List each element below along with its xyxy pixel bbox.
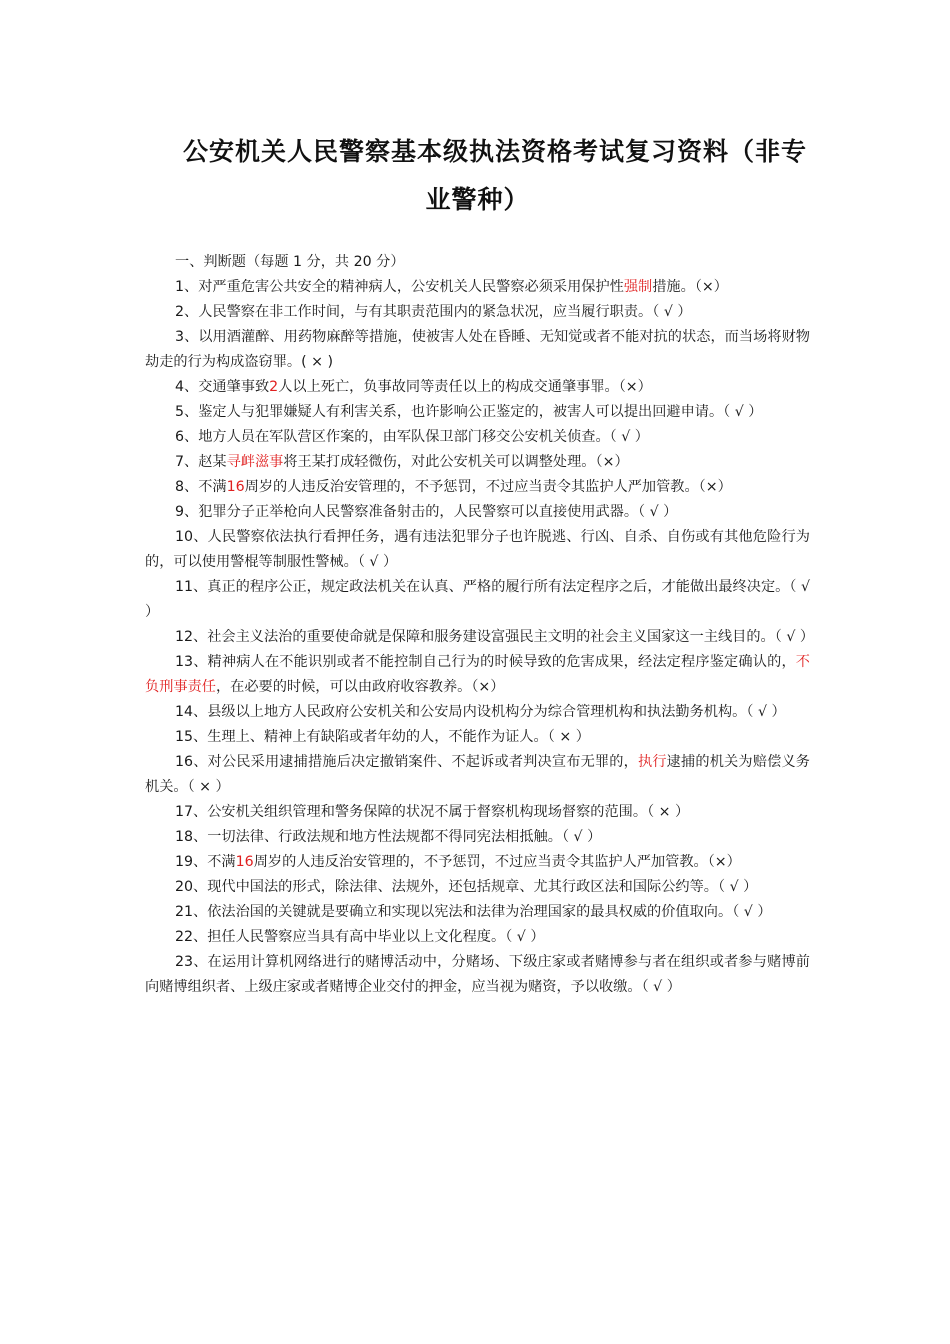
question-text-continued: 周岁的人违反治安管理的，不予惩罚，不过应当责令其监护人严加管教。（×） — [253, 854, 741, 870]
question-item — [145, 750, 810, 800]
title-line-2: 业警种） — [425, 185, 530, 214]
question-item — [145, 900, 810, 925]
section-heading: 一、判断题（每题 1 分，共 20 分） — [175, 254, 405, 270]
document-title — [145, 128, 810, 224]
question-text: 19、不满 — [175, 854, 236, 870]
question-text: 17、公安机关组织管理和警务保障的状况不属于督察机构现场督察的范围。（ × ） — [175, 804, 690, 820]
question-item — [145, 275, 810, 300]
highlighted-term: 强制 — [623, 279, 653, 295]
question-item — [145, 500, 810, 525]
question-text: 1、对严重危害公共安全的精神病人，公安机关人民警察必须采用保护性 — [175, 279, 624, 295]
document-page — [145, 128, 815, 1000]
question-item — [145, 625, 815, 650]
question-text: 23、在运用计算机网络进行的赌博活动中，分赌场、下级庄家或者赌博参与者在组织或者参与赌博前向赌博组织者、上级庄家或者赌博企业交付的押金，应当视为赌资，予以收缴。（ √ ） — [145, 954, 810, 995]
question-text: 22、担任人民警察应当具有高中毕业以上文化程度。（ √ ） — [175, 929, 545, 945]
question-text: 20、现代中国法的形式，除法律、法规外，还包括规章、尤其行政区法和国际公约等。（ √ ） — [175, 879, 758, 895]
question-text: 6、地方人员在军队营区作案的，由军队保卫部门移交公安机关侦查。（ √ ） — [175, 429, 649, 445]
question-text: 5、鉴定人与犯罪嫌疑人有利害关系，也许影响公正鉴定的，被害人可以提出回避申请。（ √ ） — [175, 404, 763, 420]
question-item — [145, 575, 810, 625]
question-item — [145, 850, 810, 875]
question-item — [145, 475, 810, 500]
question-text: 9、犯罪分子正举枪向人民警察准备射击的，人民警察可以直接使用武器。（ √ ） — [175, 504, 678, 520]
question-item — [145, 725, 810, 750]
question-item — [145, 800, 810, 825]
question-text: 4、交通肇事致 — [175, 379, 270, 395]
question-item — [145, 950, 810, 1000]
question-item — [145, 400, 810, 425]
question-item — [145, 375, 810, 400]
question-text-continued: 周岁的人违反治安管理的，不予惩罚，不过应当责令其监护人严加管教。（×） — [244, 479, 732, 495]
title-line-1: 公安机关人民警察基本级执法资格考试复习资料（非专 — [182, 137, 807, 166]
question-text-continued: ，在必要的时候，可以由政府收容教养。（×） — [215, 679, 505, 695]
question-item — [145, 300, 810, 325]
highlighted-term: 16 — [226, 479, 245, 495]
question-item — [145, 425, 810, 450]
question-list — [145, 275, 815, 1000]
highlighted-term: 寻衅滋事 — [226, 454, 284, 470]
question-text: 18、一切法律、行政法规和地方性法规都不得同宪法相抵触。（ √ ） — [175, 829, 602, 845]
question-item — [145, 875, 810, 900]
question-text: 11、真正的程序公正，规定政法机关在认真、严格的履行所有法定程序之后，才能做出最终决定。（ √ ） — [145, 579, 810, 620]
question-text-continued: 将王某打成轻微伤，对此公安机关可以调整处理。（×） — [283, 454, 629, 470]
question-text-continued: 人以上死亡，负事故同等责任以上的构成交通肇事罪。（×） — [278, 379, 652, 395]
question-text-continued: 措施。（×） — [652, 279, 728, 295]
question-text: 7、赵某 — [175, 454, 227, 470]
question-item — [145, 700, 810, 725]
question-text-continued: 逮捕的机关为赔偿义务机关。（ × ） — [145, 754, 810, 795]
question-item — [145, 525, 810, 575]
question-text: 16、对公民采用逮捕措施后决定撤销案件、不起诉或者判决宣布无罪的， — [175, 754, 638, 770]
highlighted-term: 执行 — [637, 754, 667, 770]
question-item — [145, 825, 810, 850]
highlighted-term: 2 — [269, 379, 279, 395]
document-body — [145, 250, 815, 1000]
question-item — [145, 650, 810, 700]
question-text: 12、社会主义法治的重要使命就是保障和服务建设富强民主文明的社会主义国家这一主线目的。（ √ ） — [175, 629, 815, 645]
question-text: 10、人民警察依法执行看押任务，遇有违法犯罪分子也许脱逃、行凶、自杀、自伤或有其他危险行为的，可以使用警棍等制服性警械。（ √ ） — [145, 529, 810, 570]
question-item — [145, 450, 810, 475]
question-text: 2、人民警察在非工作时间，与有其职责范围内的紧急状况，应当履行职责。（ √ ） — [175, 304, 692, 320]
highlighted-term: 16 — [235, 854, 254, 870]
question-text: 13、精神病人在不能识别或者不能控制自己行为的时候导致的危害成果，经法定程序鉴定确认的， — [175, 654, 796, 670]
question-text: 8、不满 — [175, 479, 227, 495]
question-item — [145, 325, 810, 375]
question-text: 3、以用酒灌醉、用药物麻醉等措施，使被害人处在昏睡、无知觉或者不能对抗的状态，而当场将财物劫走的行为构成盗窃罪。( × ) — [145, 329, 810, 370]
question-item — [145, 925, 810, 950]
question-text: 21、依法治国的关键就是要确立和实现以宪法和法律为治理国家的最具权威的价值取向。（ √ ） — [175, 904, 772, 920]
highlighted-term: 不负刑事责任 — [145, 654, 810, 695]
question-text: 15、生理上、精神上有缺陷或者年幼的人，不能作为证人。（ × ） — [175, 729, 590, 745]
question-text: 14、县级以上地方人民政府公安机关和公安局内设机构分为综合管理机构和执法勤务机构。（ √ ） — [175, 704, 786, 720]
